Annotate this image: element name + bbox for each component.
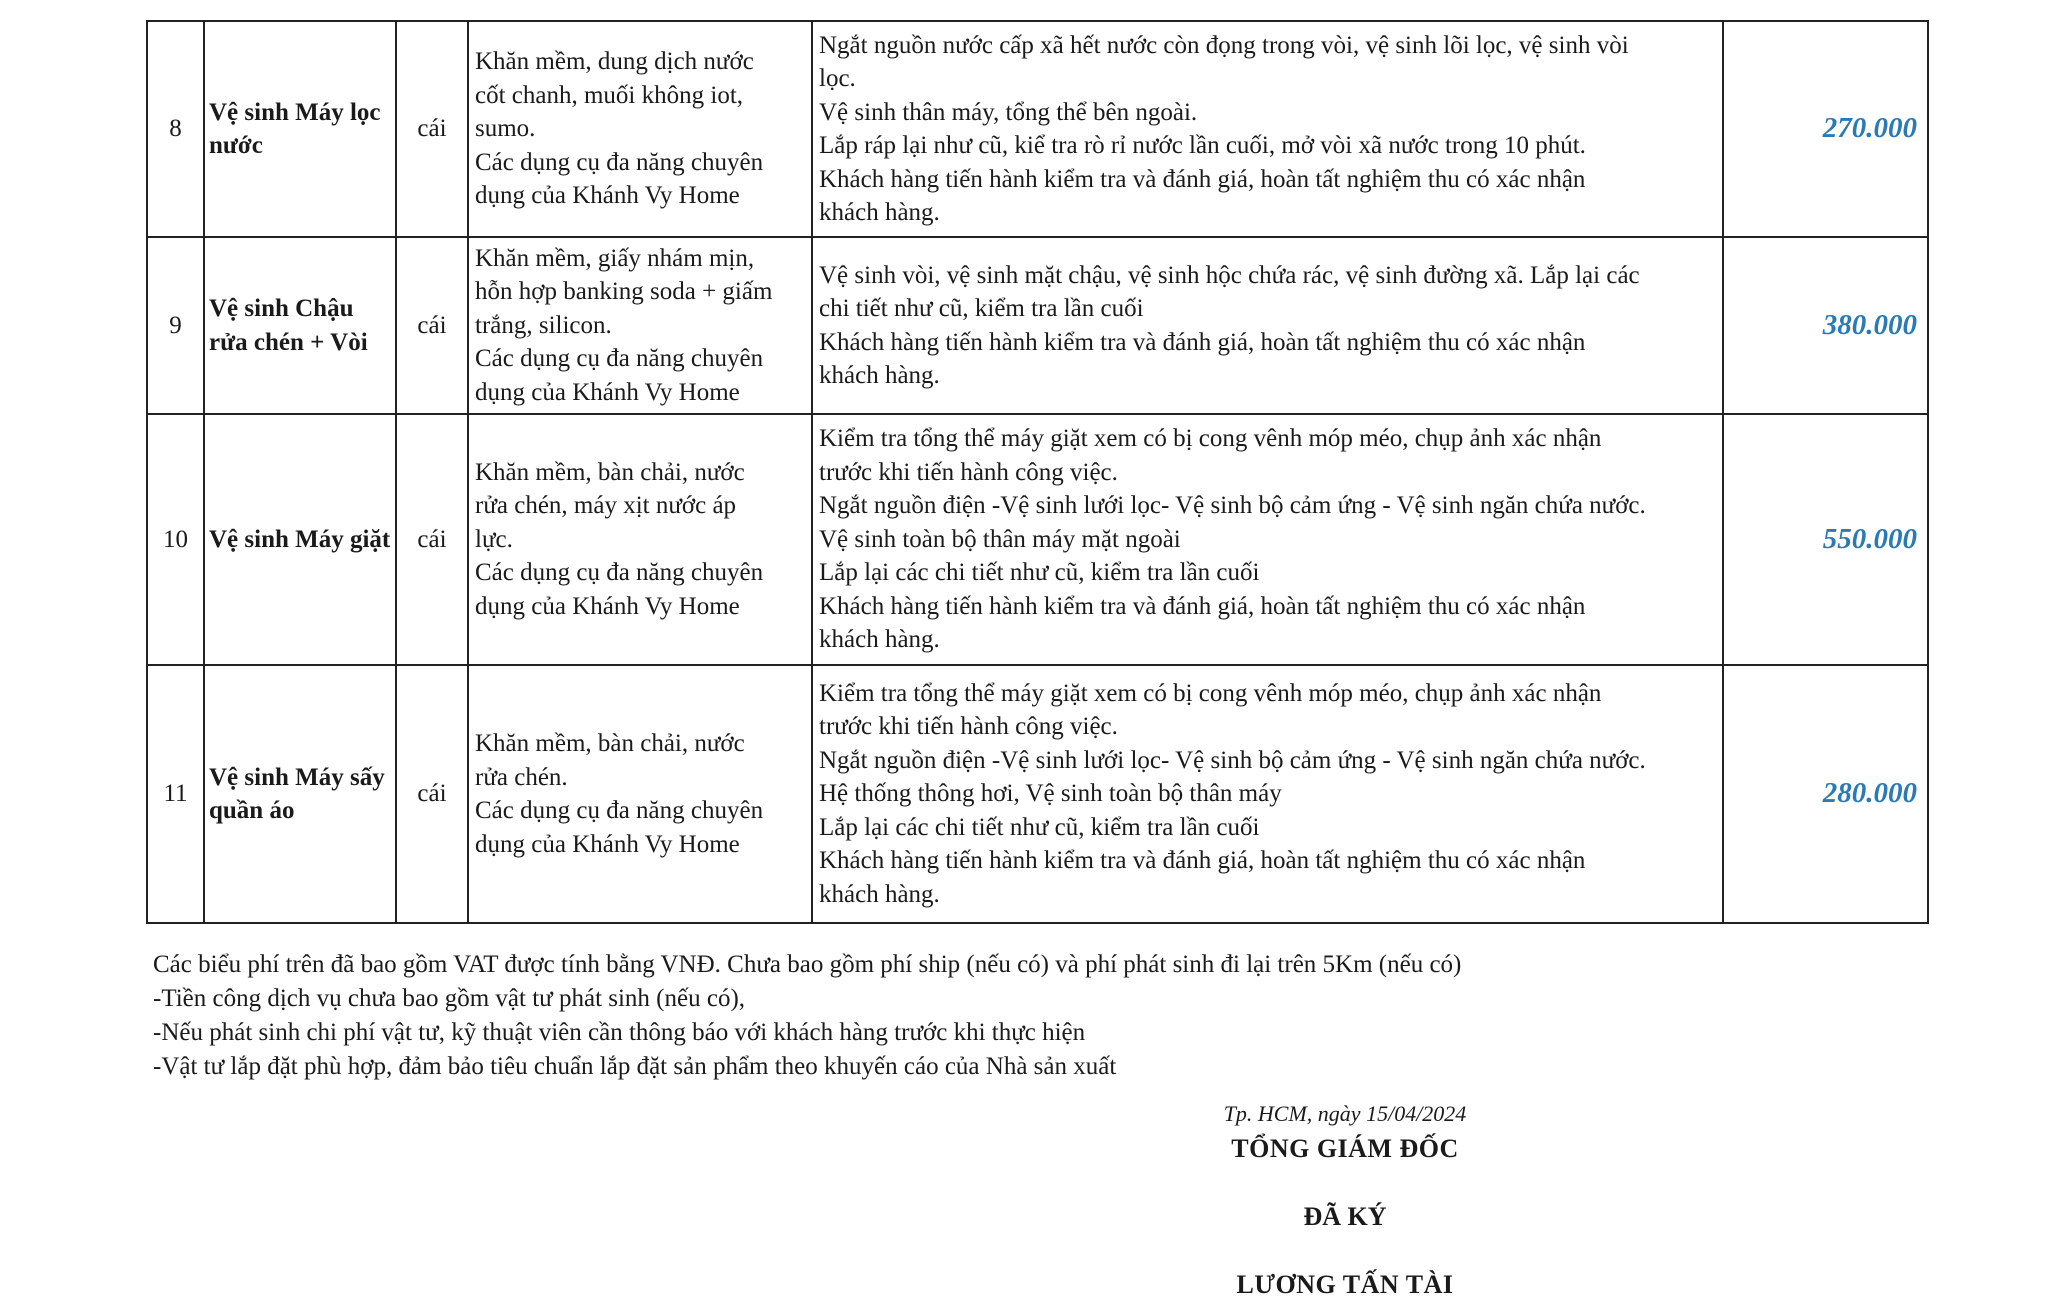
row-number: 9 — [147, 237, 204, 414]
note-line: Các biểu phí trên đã bao gồm VAT được tính bằng VNĐ. Chưa bao gồm phí ship (nếu có) và phí phát sinh đi lại trên 5Km (nếu có) — [153, 951, 1462, 978]
row-number: 10 — [147, 414, 204, 665]
price: 280.000 — [1723, 665, 1928, 923]
description: Kiểm tra tổng thể máy giặt xem có bị cong vênh móp méo, chụp ảnh xác nhận trước khi tiến hành công việc. Ngắt nguồn điện -Vệ sinh lưới lọc- Vệ sinh bộ cảm ứng - Vệ sinh ngăn chứa nước. Hệ thống thông hơi, Vệ sinh toàn bộ thân máy Lắp lại các chi tiết như cũ, kiểm tra lần cuối Khách hàng tiến hành kiểm tra và đánh giá, hoàn tất nghiệm thu có xác nhận khách hàng. — [812, 665, 1723, 923]
signatory-name: LƯƠNG TẤN TÀI — [1236, 1270, 1454, 1299]
table-row — [147, 21, 1928, 237]
service-name: Vệ sinh Chậu rửa chén + Vòi — [204, 237, 396, 414]
price: 270.000 — [1723, 21, 1928, 237]
unit: cái — [396, 414, 468, 665]
table-row — [147, 237, 1928, 414]
price: 380.000 — [1723, 237, 1928, 414]
description: Ngắt nguồn nước cấp xã hết nước còn đọng trong vòi, vệ sinh lõi lọc, vệ sinh vòi lọc. Vệ sinh thân máy, tổng thể bên ngoài. Lắp ráp lại như cũ, kiể tra rò rỉ nước lần cuối, mở vòi xã nước trong 10 phút. Khách hàng tiến hành kiểm tra và đánh giá, hoàn tất nghiệm thu có xác nhận khách hàng. — [812, 21, 1723, 237]
row-number: 8 — [147, 21, 204, 237]
signature-title: TỔNG GIÁM ĐỐC — [1231, 1134, 1459, 1163]
signature-date: Tp. HCM, ngày 15/04/2024 — [1223, 1101, 1467, 1126]
price-table — [146, 20, 1929, 924]
signature-signed: ĐÃ KÝ — [1303, 1202, 1387, 1231]
service-name: Vệ sinh Máy giặt — [204, 414, 396, 665]
service-name: Vệ sinh Máy lọc nước — [204, 21, 396, 237]
materials: Khăn mềm, dung dịch nước cốt chanh, muối không iot, sumo. Các dụng cụ đa năng chuyên dụng của Khánh Vy Home — [468, 21, 812, 237]
service-name: Vệ sinh Máy sấy quần áo — [204, 665, 396, 923]
price: 550.000 — [1723, 414, 1928, 665]
table-row — [147, 414, 1928, 665]
description: Kiểm tra tổng thể máy giặt xem có bị cong vênh móp méo, chụp ảnh xác nhận trước khi tiến hành công việc. Ngắt nguồn điện -Vệ sinh lưới lọc- Vệ sinh bộ cảm ứng - Vệ sinh ngăn chứa nước. Vệ sinh toàn bộ thân máy mặt ngoài Lắp lại các chi tiết như cũ, kiểm tra lần cuối Khách hàng tiến hành kiểm tra và đánh giá, hoàn tất nghiệm thu có xác nhận khách hàng. — [812, 414, 1723, 665]
signature-block — [1130, 1100, 1560, 1300]
unit: cái — [396, 21, 468, 237]
note-line: -Vật tư lắp đặt phù hợp, đảm bảo tiêu chuẩn lắp đặt sản phẩm theo khuyến cáo của Nhà sản xuất — [153, 1053, 1117, 1080]
materials: Khăn mềm, bàn chải, nước rửa chén. Các dụng cụ đa năng chuyên dụng của Khánh Vy Home — [468, 665, 812, 923]
row-number: 11 — [147, 665, 204, 923]
note-line: -Nếu phát sinh chi phí vật tư, kỹ thuật viên cần thông báo với khách hàng trước khi thực hiện — [153, 1019, 1086, 1046]
description: Vệ sinh vòi, vệ sinh mặt chậu, vệ sinh hộc chứa rác, vệ sinh đường xã. Lắp lại các chi tiết như cũ, kiểm tra lần cuối Khách hàng tiến hành kiểm tra và đánh giá, hoàn tất nghiệm thu có xác nhận khách hàng. — [812, 237, 1723, 414]
materials: Khăn mềm, bàn chải, nước rửa chén, máy xịt nước áp lực. Các dụng cụ đa năng chuyên dụng của Khánh Vy Home — [468, 414, 812, 665]
unit: cái — [396, 237, 468, 414]
note-line: -Tiền công dịch vụ chưa bao gồm vật tư phát sinh (nếu có), — [153, 985, 746, 1012]
materials: Khăn mềm, giấy nhám mịn, hỗn hợp banking soda + giấm trắng, silicon. Các dụng cụ đa năng chuyên dụng của Khánh Vy Home — [468, 237, 812, 414]
notes — [153, 948, 1461, 1084]
table-row — [147, 665, 1928, 923]
unit: cái — [396, 665, 468, 923]
